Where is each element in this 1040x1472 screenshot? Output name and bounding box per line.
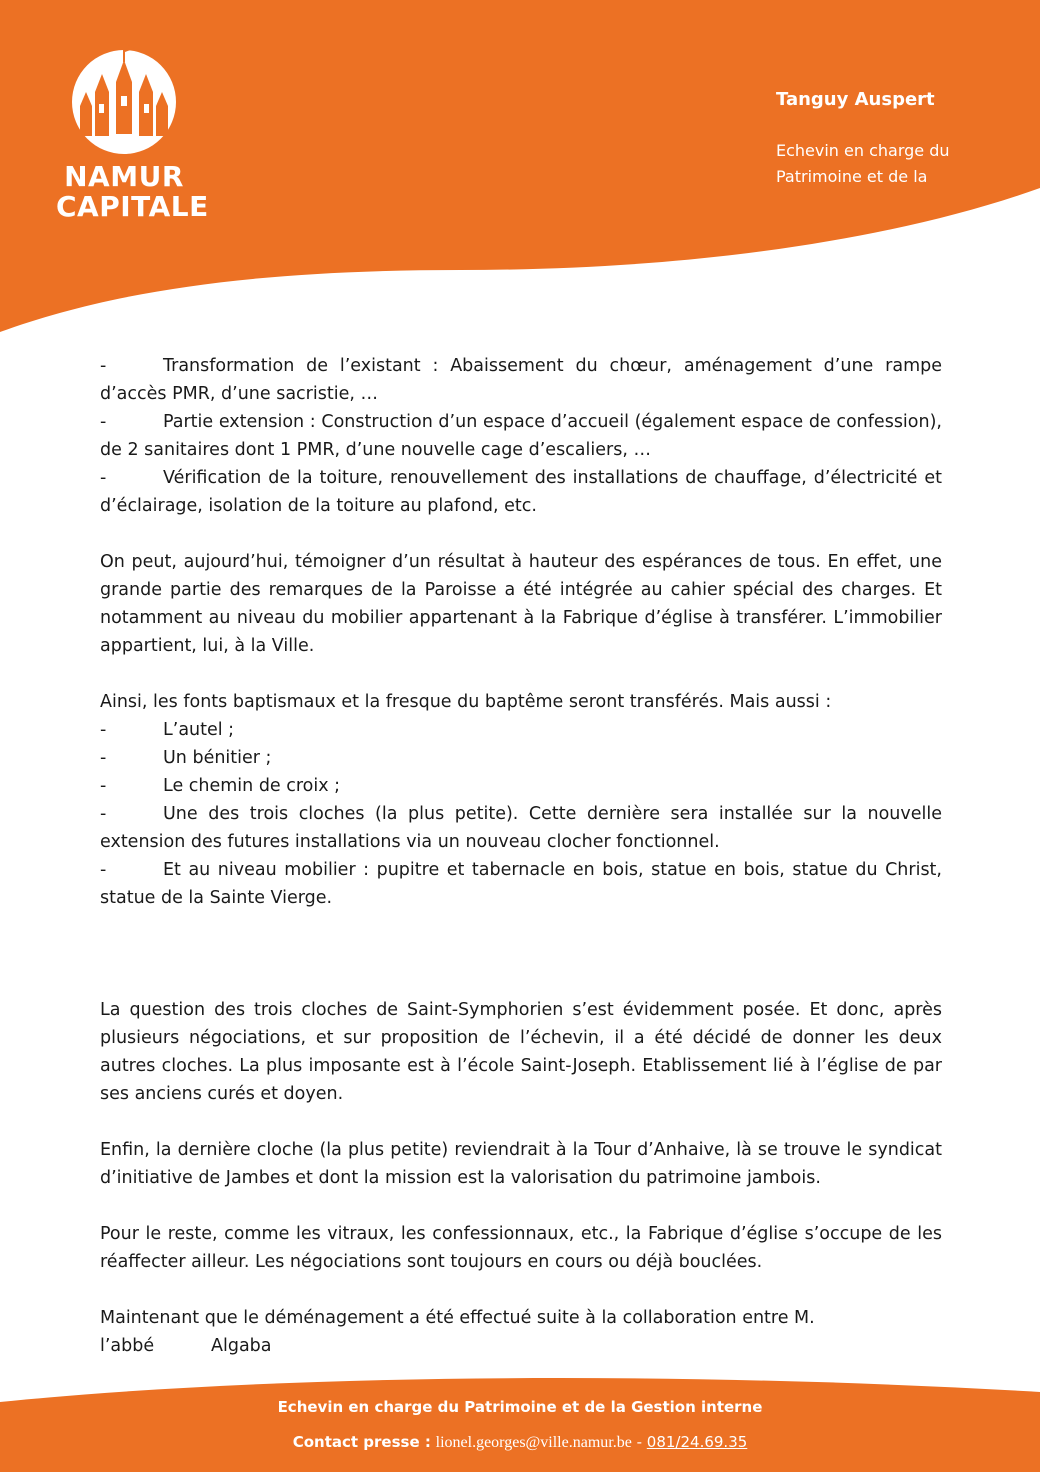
- sender-role: [776, 138, 1016, 190]
- list-item-text: Transformation de l’existant : Abaissement du chœur, aménagement d’une rampe d’accès PMR, d’une sacristie, …: [100, 356, 942, 404]
- text-fragment: Algaba: [211, 1336, 272, 1356]
- paragraph: Ainsi, les fonts baptismaux et la fresque du baptême seront transférés. Mais aussi :: [100, 692, 832, 712]
- list-item: - L’autel ;: [100, 720, 235, 740]
- list-item-text: Partie extension : Construction d’un espace d’accueil (également espace de confession), de 2 sanitaires dont 1 PMR, d’une nouvelle cage d’escaliers, …: [100, 412, 942, 460]
- castle-icon: [66, 40, 182, 156]
- paragraph-continuation: [100, 1332, 942, 1360]
- sender-name: Tanguy Auspert: [776, 89, 935, 110]
- paragraph: Enfin, la dernière cloche (la plus petite) reviendrait à la Tour d’Anhaive, là se trouve le syndicat d’initiative de Jambes et dont la mission est la valorisation du patrimoine jambois.: [100, 1140, 942, 1188]
- list-item: - Un bénitier ;: [100, 748, 272, 768]
- list-item-text: Et au niveau mobilier : pupitre et tabernacle en bois, statue en bois, statue du Christ, statue de la Sainte Vierge.: [100, 860, 942, 908]
- footer-background: [0, 1372, 1040, 1472]
- letter-body: [100, 352, 942, 1360]
- text-fragment: l’abbé: [100, 1336, 155, 1356]
- list-item-text: Le chemin de croix ;: [163, 776, 341, 796]
- paragraph: La question des trois cloches de Saint-Symphorien s’est évidemment posée. Et donc, après plusieurs négociations, et sur proposition de l’échevin, il a été décidé de donner les deux autres cloches. La plus imposante est à l’école Saint-Joseph. Etablissement lié à l’église de par ses anciens curés et doyen.: [100, 1000, 942, 1104]
- paragraph: Maintenant que le déménagement a été effectué suite à la collaboration entre M.: [100, 1308, 815, 1328]
- contact-email-link[interactable]: lionel.georges@ville.namur.be: [435, 1434, 632, 1451]
- contact-label: Contact presse :: [292, 1433, 431, 1451]
- list-item: - Et au niveau mobilier : pupitre et tabernacle en bois, statue en bois, statue du Christ, statue de la Sainte Vierge.: [100, 860, 942, 908]
- list-item-text: Vérification de la toiture, renouvellement des installations de chauffage, d’électricité et d’éclairage, isolation de la toiture au plafond, etc.: [100, 468, 942, 516]
- contact-phone-link[interactable]: 081/24.69.35: [646, 1433, 748, 1451]
- list-item: - Vérification de la toiture, renouvellement des installations de chauffage, d’électricité et d’éclairage, isolation de la toiture au plafond, etc.: [100, 468, 942, 516]
- logo-line2: CAPITALE: [56, 190, 209, 223]
- sender-role-line2: Patrimoine et de la: [776, 167, 928, 186]
- contact-separator: -: [636, 1433, 643, 1451]
- paragraph: Pour le reste, comme les vitraux, les confessionnaux, etc., la Fabrique d’église s’occupe de les réaffecter ailleur. Les négociations sont toujours en cours ou déjà bouclées.: [100, 1224, 942, 1272]
- footer-title: Echevin en charge du Patrimoine et de la Gestion interne: [277, 1398, 763, 1416]
- list-item: - Le chemin de croix ;: [100, 776, 341, 796]
- namur-capitale-logo: [56, 40, 209, 223]
- list-item: - Une des trois cloches (la plus petite). Cette dernière sera installée sur la nouvelle extension des futures installations via un nouveau clocher fonctionnel.: [100, 804, 942, 852]
- logo-line1: NAMUR: [64, 160, 184, 193]
- list-item-text: L’autel ;: [163, 720, 235, 740]
- logo-wordmark: [56, 160, 209, 223]
- list-item-text: Une des trois cloches (la plus petite). Cette dernière sera installée sur la nouvelle extension des futures installations via un nouveau clocher fonctionnel.: [100, 804, 942, 852]
- footer-contact: [0, 1433, 1040, 1452]
- paragraph: On peut, aujourd’hui, témoigner d’un résultat à hauteur des espérances de tous. En effet, une grande partie des remarques de la Paroisse a été intégrée au cahier spécial des charges. Et notamment au niveau du mobilier appartenant à la Fabrique d’église à transférer. L’immobilier appartient, lui, à la Ville.: [100, 552, 942, 656]
- list-item: - Partie extension : Construction d’un espace d’accueil (également espace de confession), de 2 sanitaires dont 1 PMR, d’une nouvelle cage d’escaliers, …: [100, 412, 942, 460]
- list-item: - Transformation de l’existant : Abaissement du chœur, aménagement d’une rampe d’accès PMR, d’une sacristie, …: [100, 356, 942, 404]
- list-item-text: Un bénitier ;: [163, 748, 272, 768]
- sender-block: [776, 86, 1016, 190]
- sender-role-line1: Echevin en charge du: [776, 141, 950, 160]
